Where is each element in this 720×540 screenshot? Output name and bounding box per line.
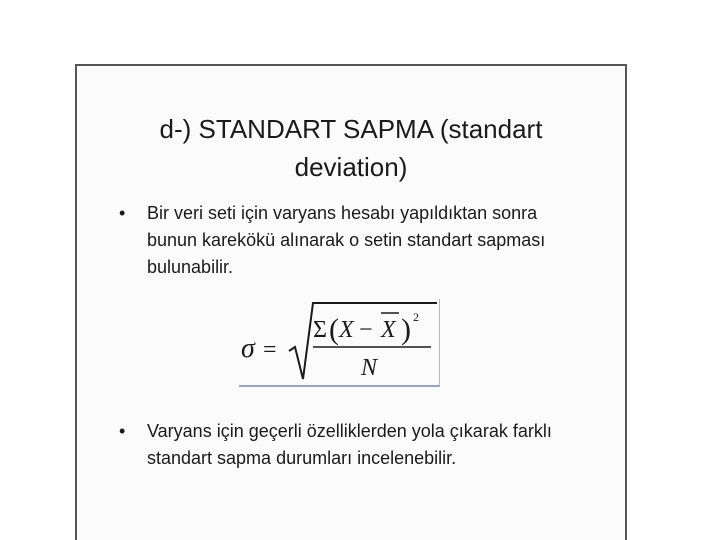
title-line-2: deviation) <box>294 152 408 182</box>
formula-graphic <box>239 299 439 385</box>
bullet-dot-icon: • <box>119 203 126 223</box>
slide-title <box>77 110 625 186</box>
formula-open-paren: ( <box>329 313 339 346</box>
bullet-text: Varyans için geçerli özelliklerden yola çıkarak farklı standart sapma durumları incelenebilir. <box>147 421 552 468</box>
bullet-text: Bir veri seti için varyans hesabı yapıldıktan sonra bunun karekökü alınarak o setin standart sapması bulunabilir. <box>147 203 546 277</box>
standard-deviation-formula <box>239 299 440 387</box>
bullet-item <box>119 418 585 472</box>
formula-denominator: N <box>361 355 378 381</box>
title-line-1: d-) STANDART SAPMA (standart <box>159 114 543 144</box>
formula-variable-x: X <box>339 317 354 343</box>
formula-sum: Σ <box>313 317 327 343</box>
slide <box>75 64 627 540</box>
formula-exponent: 2 <box>413 310 419 324</box>
bullet-item <box>119 200 585 281</box>
formula-close-paren: ) <box>401 313 411 346</box>
formula-minus: − <box>359 317 373 343</box>
formula-equals: = <box>263 337 277 363</box>
formula-sigma: σ <box>241 333 255 364</box>
formula-mean-x: X <box>381 317 396 343</box>
bullet-dot-icon: • <box>119 421 126 441</box>
